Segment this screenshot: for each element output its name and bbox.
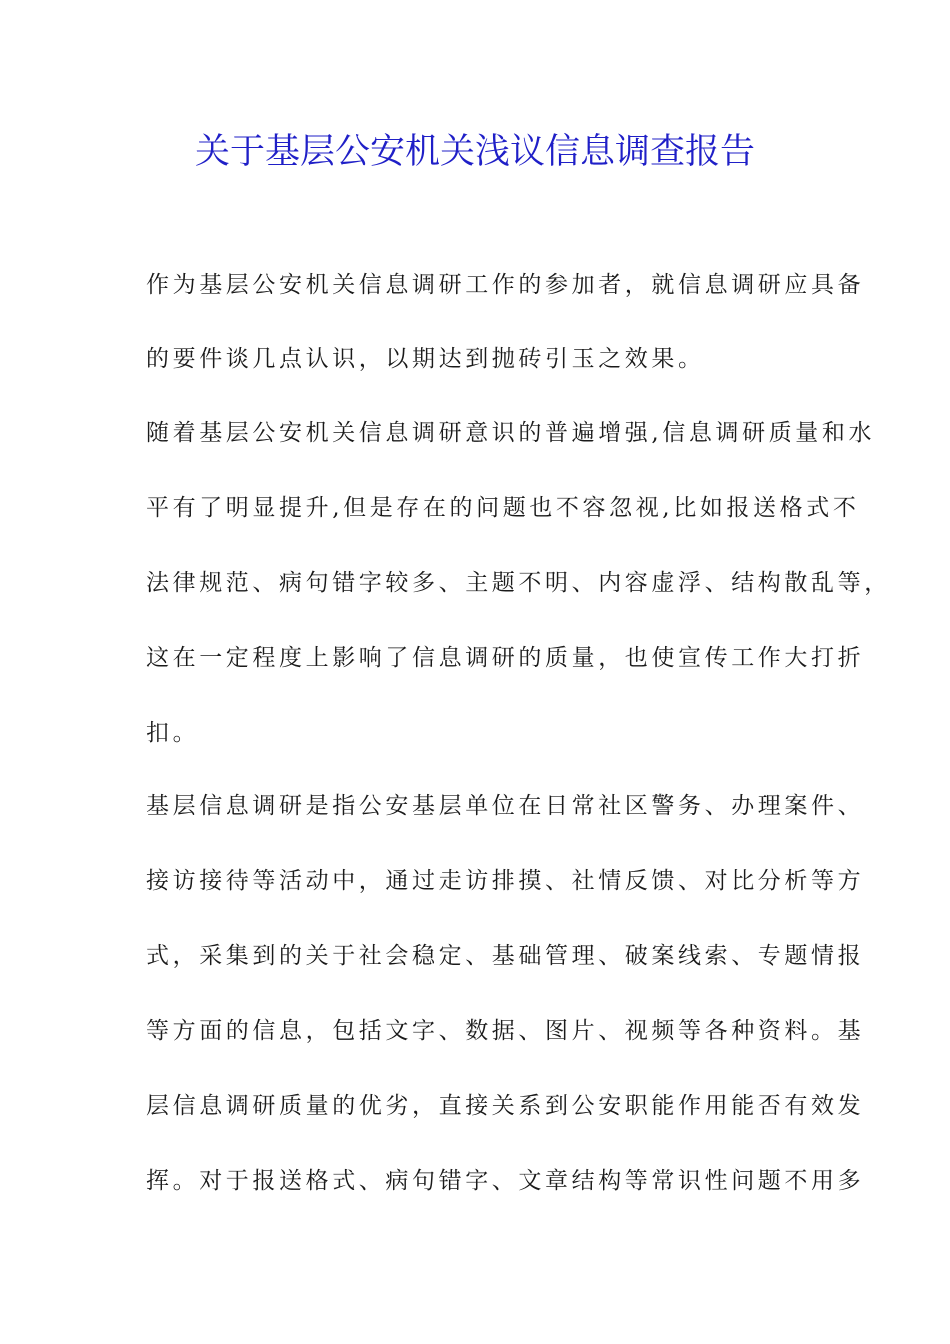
body-line: 法律规范、病句错字较多、主题不明、内容虚浮、结构散乱等， [146,570,891,596]
body-line: 这在一定程度上影响了信息调研的质量，也使宣传工作大打折 [146,645,865,671]
body-line: 的要件谈几点认识，以期达到抛砖引玉之效果。 [146,346,705,372]
body-line: 平有了明显提升,但是存在的问题也不容忽视,比如报送格式不 [146,495,860,521]
document-title: 关于基层公安机关浅议信息调查报告 [194,132,755,172]
body-line: 层信息调研质量的优劣，直接关系到公安职能作用能否有效发 [146,1093,865,1119]
body-line: 扣。 [146,720,200,746]
body-line: 随着基层公安机关信息调研意识的普遍增强,信息调研质量和水 [146,420,876,446]
body-line: 挥。对于报送格式、病句错字、文章结构等常识性问题不用多 [146,1168,865,1194]
body-line: 等方面的信息，包括文字、数据、图片、视频等各种资料。基 [146,1018,865,1044]
body-line: 接访接待等活动中，通过走访排摸、社情反馈、对比分析等方 [146,868,865,894]
body-line: 基层信息调研是指公安基层单位在日常社区警务、办理案件、 [146,793,865,819]
body-line: 式，采集到的关于社会稳定、基础管理、破案线索、专题情报 [146,943,865,969]
body-line: 作为基层公安机关信息调研工作的参加者，就信息调研应具备 [146,272,865,298]
